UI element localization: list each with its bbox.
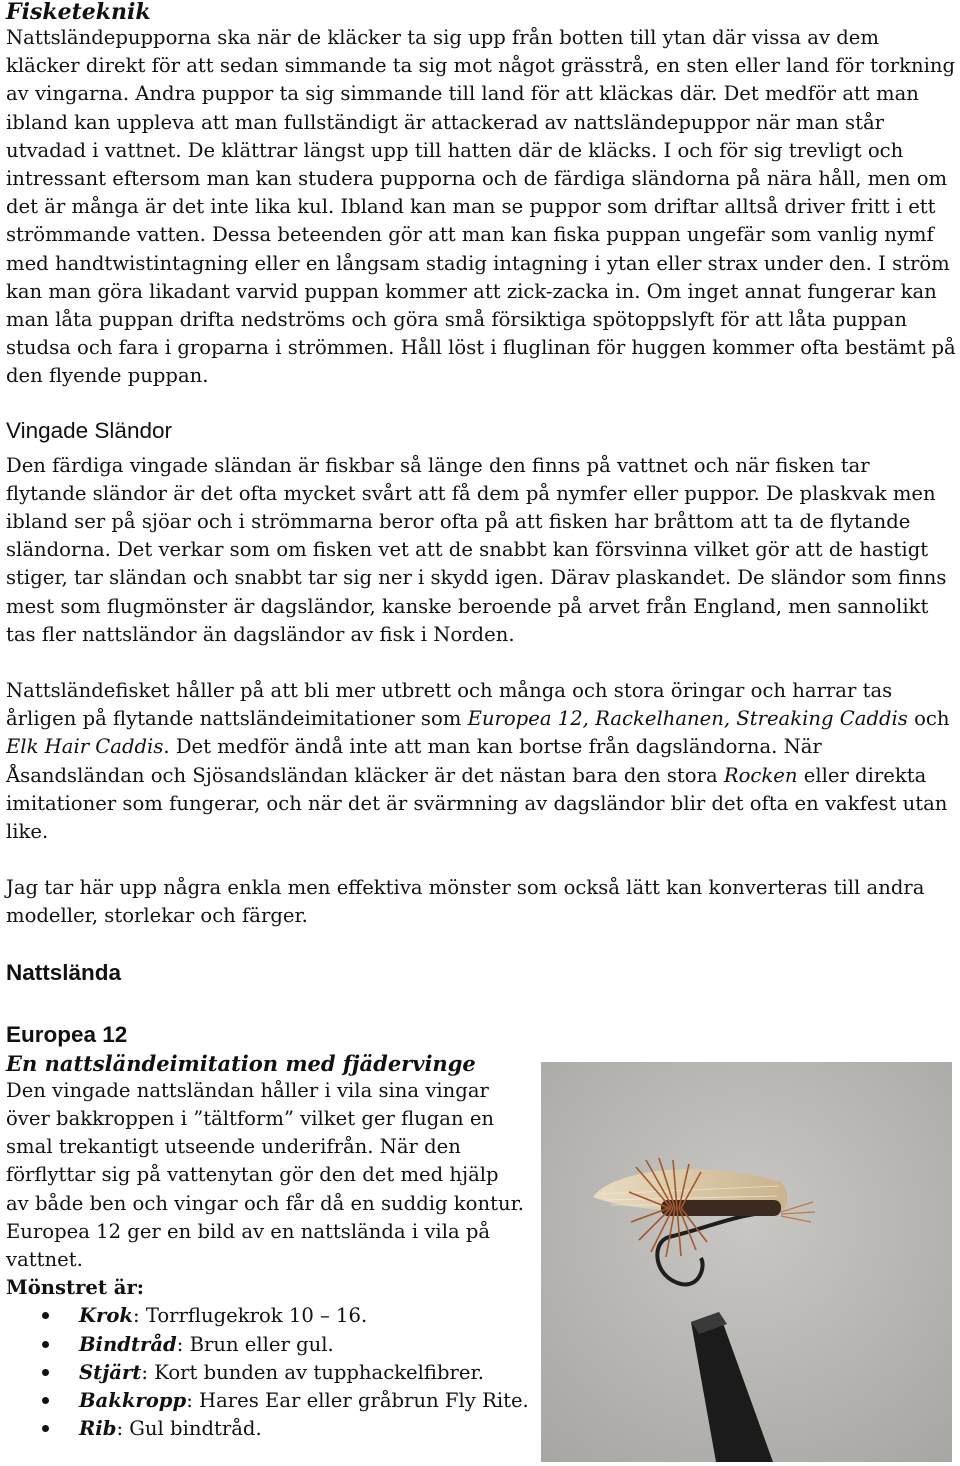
fly-names-italic: Europea 12, Rackelhanen, Streaking Caddis (467, 707, 908, 731)
pattern-key: Bindtråd (79, 1332, 177, 1356)
pattern-value: : Gul bindtråd. (116, 1417, 262, 1441)
paragraph-text: och (907, 707, 950, 731)
pattern-key: Bakkropp (79, 1388, 187, 1412)
fly-name-italic: Elk Hair Caddis (6, 735, 164, 759)
paragraph-europea: Den vingade nattsländan håller i vila sina vingar över bakkroppen i ”tältform” vilket ger flugan en smal trekantigt utseende underifrån. När den förflyttar sig på vattenytan gör den det med hjälp av både ben och vingar och får då en suddig kontur. Europea 12 ger en bild av en nattslända i vila på vattnet. (6, 1078, 525, 1271)
subheading-europea: En nattsländeimitation med fjädervinge (6, 1050, 476, 1076)
pattern-value: : Hares Ear eller gråbrun Fly Rite. (186, 1388, 529, 1412)
pattern-value: : Torrflugekrok 10 – 16. (133, 1304, 368, 1328)
section-heading-vingade-slandor: Vingade Sländor (6, 417, 172, 443)
paragraph-jag-tar: Jag tar här upp några enkla men effektiva mönster som också lätt kan konverteras till andra modeller, storlekar och färger. (6, 876, 925, 928)
paragraph-nattslandefisket (6, 677, 956, 846)
fly-photo-icon (541, 1062, 952, 1462)
bullet-icon (42, 1341, 49, 1348)
paragraph-text: . Det medför ändå inte att man kan bortse från dagsländorna. När Åsandsländan och Sjösandsländan kläcker är det nästan bara den stora (6, 735, 822, 787)
fly-photo (541, 1062, 952, 1462)
pattern-key: Krok (79, 1304, 133, 1328)
pattern-key: Stjärt (79, 1360, 142, 1384)
section-heading-nattslanda: Nattslända (6, 959, 122, 985)
paragraph-fisketeknik: Nattsländepupporna ska när de kläcker ta sig upp från botten till ytan där vissa av dem kläcker direkt för att sedan simmande ta sig mot något grässtrå, en sten eller land för torkning av vingarna. Andra puppor ta sig simmande till land för att kläckas där. Det medför att man ibland kan uppleva att man fullständigt är attackerad av nattsländepuppor när man står utvadad i vattnet. De klättrar längst upp till hatten där de kläcks. I och för sig trevligt och intressant eftersom man kan studera pupporna och de färdiga sländorna på nära håll, men om det är många är det inte lika kul. Ibland kan man se puppor som driftar alltså driver fritt i ett strömmande vatten. Dessa beteenden gör att man kan fiska puppan ungefär som vanlig nymf med handtwistintagning eller en långsam stadig intagning i ytan eller strax under den. I ström kan man göra likadant varvid puppan kommer att zick-zacka in. Om inget annat fungerar kan man låta puppan drifta nedströms och göra små försiktiga spötoppslyft för att låta puppan studsa och fara i groparna i strömmen. Håll löst i fluglinan för huggen kommer ofta bestämt på den flyende puppan. (6, 26, 956, 388)
section-heading-fisketeknik: Fisketeknik (6, 0, 151, 25)
paragraph-vingade-slandor: Den färdiga vingade sländan är fiskbar så länge den finns på vattnet och när fisken tar flytande sländor är det ofta mycket svårt att få dem på nymfer eller puppor. De plaskvak men ibland ser på sjöar och i strömmarna beror ofta på att fisken har bråttom att ta de flytande sländorna. Det verkar som om fisken vet att de snabbt kan försvinna vilket gör att de hastigt stiger, tar sländan och snabbt tar sig ner i skydd igen. Därav plaskandet. De sländor som finns mest som flugmönster är dagsländor, kanske beroende på arvet från England, men sannolikt tas fler nattsländor än dagsländor av fisk i Norden. (6, 453, 947, 646)
section-heading-europea-12: Europea 12 (6, 1021, 128, 1047)
bullet-icon (42, 1397, 49, 1404)
bullet-icon (42, 1369, 49, 1376)
pattern-value: : Kort bunden av tupphackelfibrer. (141, 1360, 484, 1384)
bullet-icon (42, 1312, 49, 1319)
pattern-value: : Brun eller gul. (176, 1332, 334, 1356)
paragraph-text: Nattsländefisket håller på att bli mer utbrett och många och stora öringar och harrar tas årligen på flytande nattsländeimitationer som (6, 679, 893, 731)
pattern-key: Rib (79, 1417, 117, 1441)
fly-name-italic: Rocken (723, 763, 798, 787)
bullet-icon (42, 1425, 49, 1432)
paragraph-text: eller direkta imitationer som fungerar, och när det är svärmning av dagsländor blir det ofta en vakfest utan like. (6, 763, 948, 844)
pattern-label: Mönstret är: (6, 1276, 144, 1300)
